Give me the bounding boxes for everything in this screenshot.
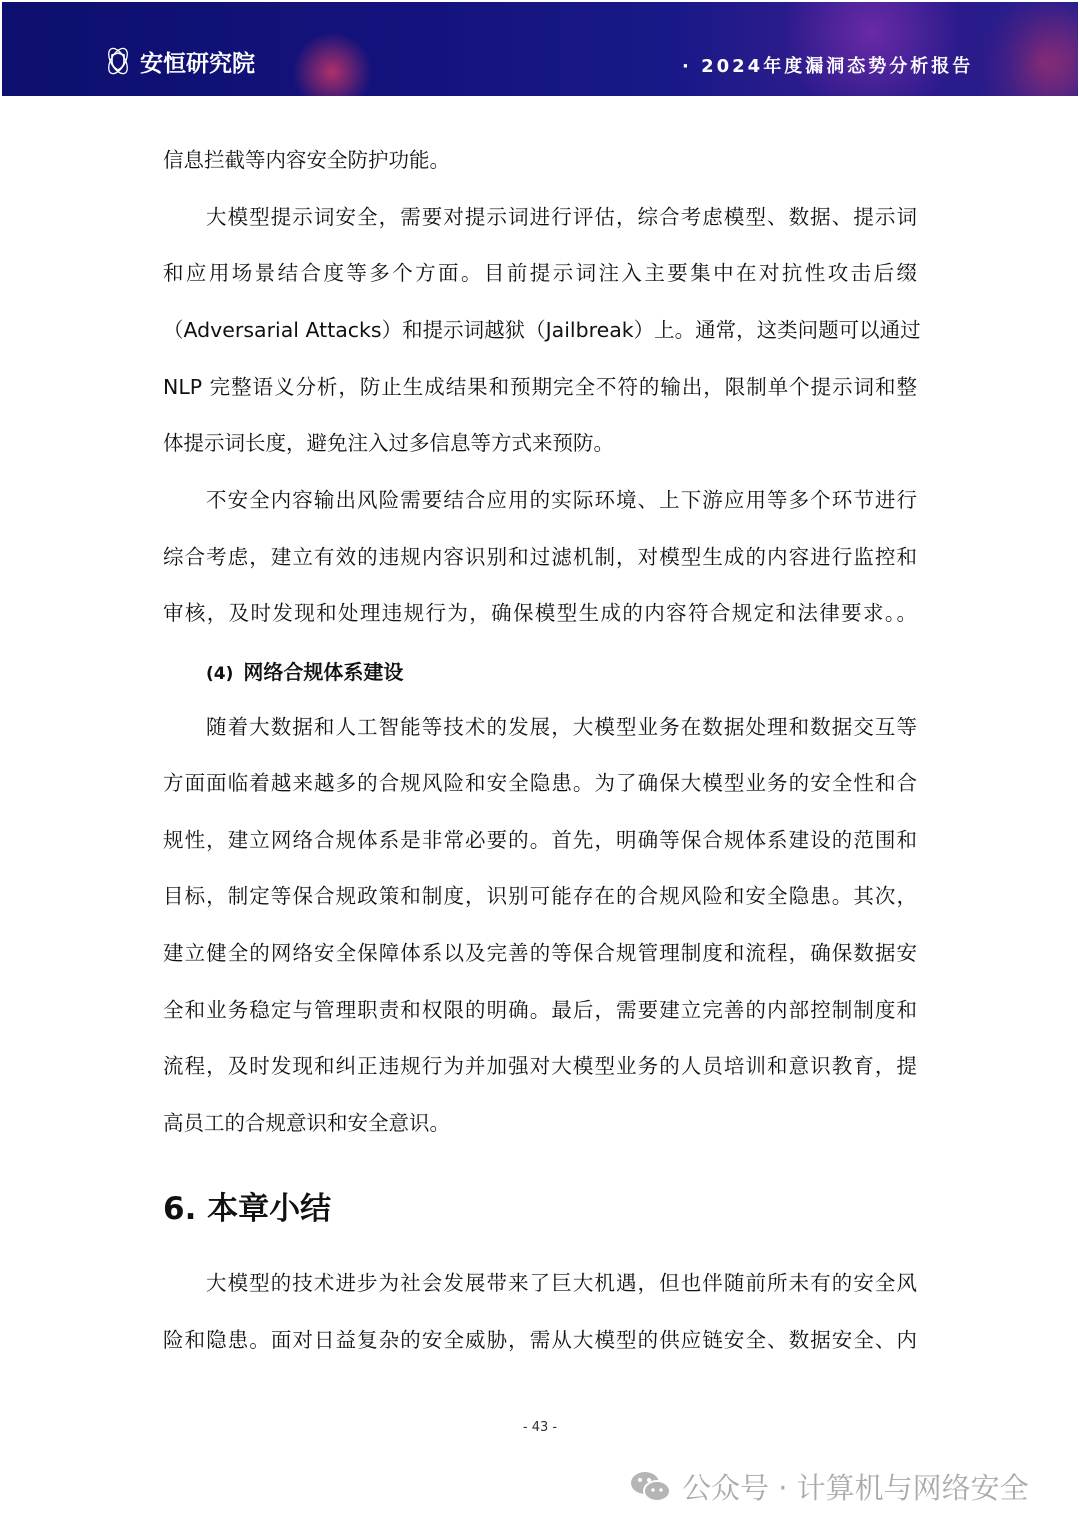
body-line: 险和隐患。面对日益复杂的安全威胁，需从大模型的供应链安全、数据安全、内 <box>163 1328 917 1352</box>
body-line: 信息拦截等内容安全防护功能。 <box>163 148 450 172</box>
body-line: 审核，及时发现和处理违规行为，确保模型生成的内容符合规定和法律要求。。 <box>163 601 917 625</box>
body-line: 规性，建立网络合规体系是非常必要的。首先，明确等保合规体系建设的范围和 <box>163 828 917 852</box>
org-logo <box>102 44 255 78</box>
body-line: NLP 完整语义分析，防止生成结果和预期完全不符的输出，限制单个提示词和整 <box>163 375 917 399</box>
body-line: （Adversarial Attacks）和提示词越狱（Jailbreak）上。通常，这类问题可以通过 <box>163 318 921 342</box>
watermark <box>630 1466 1029 1507</box>
subheading-number: (4) <box>206 664 234 684</box>
watermark-text: 公众号 · 计算机与网络安全 <box>682 1471 1029 1505</box>
wechat-icon <box>630 1470 672 1504</box>
header-banner <box>2 2 1078 96</box>
body-line: 大模型提示词安全，需要对提示词进行评估，综合考虑模型、数据、提示词 <box>206 205 917 229</box>
body-line: 随着大数据和人工智能等技术的发展，大模型业务在数据处理和数据交互等 <box>206 715 917 739</box>
body-line: 全和业务稳定与管理职责和权限的明确。最后，需要建立完善的内部控制制度和 <box>163 998 917 1022</box>
shield-atom-icon <box>102 44 134 78</box>
subheading <box>206 656 403 685</box>
subheading-text: 网络合规体系建设 <box>243 660 404 684</box>
body-line: 综合考虑，建立有效的违规内容识别和过滤机制，对模型生成的内容进行监控和 <box>163 545 917 569</box>
body-line: 体提示词长度，避免注入过多信息等方式来预防。 <box>163 431 614 455</box>
body-line: 高员工的合规意识和安全意识。 <box>163 1111 450 1135</box>
body-line: 和应用场景结合度等多个方面。目前提示词注入主要集中在对抗性攻击后缀 <box>163 261 917 285</box>
body-line: 流程，及时发现和纠正违规行为并加强对大模型业务的人员培训和意识教育，提 <box>163 1054 917 1078</box>
body-line: 不安全内容输出风险需要结合应用的实际环境、上下游应用等多个环节进行 <box>206 488 917 512</box>
body-line: 大模型的技术进步为社会发展带来了巨大机遇，但也伴随前所未有的安全风 <box>206 1271 917 1295</box>
page-number: - 43 - <box>522 1420 558 1435</box>
body-line: 方面面临着越来越多的合规风险和安全隐患。为了确保大模型业务的安全性和合 <box>163 771 917 795</box>
body-line: 建立健全的网络安全保障体系以及完善的等保合规管理制度和流程，确保数据安 <box>163 941 917 965</box>
body-line: 目标，制定等保合规政策和制度，识别可能存在的合规风险和安全隐患。其次， <box>163 884 917 908</box>
org-name: 安恒研究院 <box>140 50 255 77</box>
section-heading: 6. 本章小结 <box>163 1191 332 1227</box>
report-title: · 2024年度漏洞态势分析报告 <box>682 56 974 77</box>
